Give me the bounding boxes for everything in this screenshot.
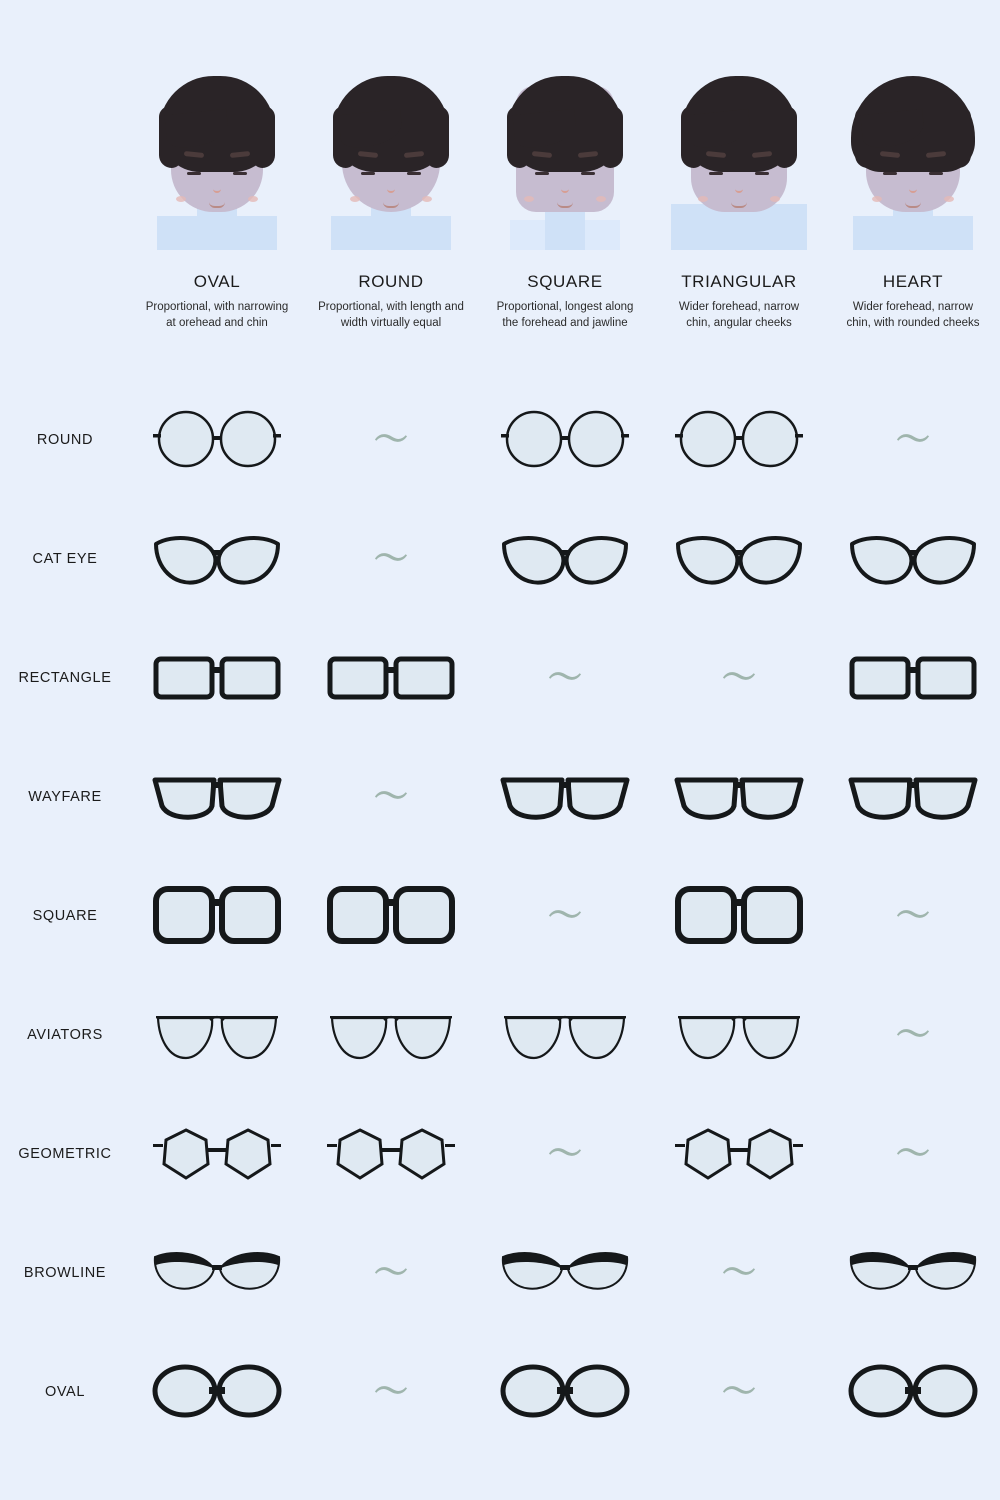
glasses-oval-oval-icon <box>130 1332 304 1451</box>
face-shape-description: Proportional, with length and width virtually equal <box>318 301 464 329</box>
face-shape-title: ROUND <box>358 272 424 291</box>
glasses-rectangle-oval-icon <box>130 618 304 737</box>
frame-type-label: RECTANGLE <box>18 669 112 686</box>
glasses-wayfare-oval-icon <box>130 737 304 856</box>
no-match-squiggle-oval-round-icon <box>304 1332 478 1451</box>
face-shape-cell-oval <box>130 60 304 331</box>
hair-side-right <box>775 106 797 168</box>
cheek-right <box>944 196 954 202</box>
face-shape-title: OVAL <box>193 272 241 291</box>
face-illustration-triangular <box>652 60 826 250</box>
no-match-squiggle-browline-triangular-icon <box>652 1213 826 1332</box>
glasses-oval-square-icon <box>478 1332 652 1451</box>
no-match-squiggle-oval-triangular-icon <box>652 1332 826 1451</box>
no-match-squiggle-square-heart-icon <box>826 856 1000 975</box>
squiggle-glyph: 〜 <box>374 538 408 579</box>
cheek-right <box>596 196 606 202</box>
eye-left <box>709 172 723 175</box>
face-shape-cell-square <box>478 60 652 331</box>
no-match-squiggle-round-round-icon <box>304 380 478 499</box>
glasses-square-triangular-icon <box>652 856 826 975</box>
frame-type-label: AVIATORS <box>27 1026 103 1043</box>
squiggle-glyph: 〜 <box>374 1371 408 1412</box>
eye-left <box>361 172 375 175</box>
glasses-cat-eye-square-icon <box>478 499 652 618</box>
squiggle-glyph: 〜 <box>896 419 930 460</box>
cheek-left <box>872 196 882 202</box>
glasses-cat-eye-oval-icon <box>130 499 304 618</box>
eye-right <box>929 172 943 175</box>
cheek-left <box>176 196 186 202</box>
face-illustration-square <box>478 60 652 250</box>
glasses-geometric-round-icon <box>304 1094 478 1213</box>
eye-right <box>233 172 247 175</box>
no-match-squiggle-cat-eye-round-icon <box>304 499 478 618</box>
face-shape-description: Proportional, longest along the forehead and jawline <box>496 301 634 329</box>
squiggle-glyph: 〜 <box>896 1014 930 1055</box>
no-match-squiggle-browline-round-icon <box>304 1213 478 1332</box>
face-shape-description: Wider forehead, narrow chin, angular cheeks <box>678 301 800 329</box>
squiggle-glyph: 〜 <box>722 657 756 698</box>
no-match-squiggle-square-square-icon <box>478 856 652 975</box>
hair-side-right <box>427 106 449 168</box>
hair-side-right <box>949 106 971 168</box>
frame-type-label: GEOMETRIC <box>18 1145 112 1162</box>
face-shape-cell-round <box>304 60 478 331</box>
glasses-aviators-square-icon <box>478 975 652 1094</box>
glasses-square-oval-icon <box>130 856 304 975</box>
glasses-oval-heart-icon <box>826 1332 1000 1451</box>
matrix-row-oval <box>0 1332 1000 1451</box>
no-match-squiggle-rectangle-triangular-icon <box>652 618 826 737</box>
frame-type-label: BROWLINE <box>23 1264 107 1281</box>
eye-left <box>535 172 549 175</box>
face-illustration-oval <box>130 60 304 250</box>
matrix-row-wayfare <box>0 737 1000 856</box>
cheek-left <box>524 196 534 202</box>
eye-left <box>883 172 897 175</box>
glasses-aviators-triangular-icon <box>652 975 826 1094</box>
squiggle-glyph: 〜 <box>896 895 930 936</box>
glasses-cat-eye-heart-icon <box>826 499 1000 618</box>
cheek-left <box>698 196 708 202</box>
cheek-left <box>350 196 360 202</box>
no-match-squiggle-geometric-heart-icon <box>826 1094 1000 1213</box>
frame-type-label: SQUARE <box>32 907 98 924</box>
glasses-aviators-oval-icon <box>130 975 304 1094</box>
glasses-browline-square-icon <box>478 1213 652 1332</box>
eye-left <box>187 172 201 175</box>
glasses-cat-eye-triangular-icon <box>652 499 826 618</box>
cheek-right <box>422 196 432 202</box>
face-shape-title: TRIANGULAR <box>681 272 797 291</box>
squiggle-glyph: 〜 <box>374 419 408 460</box>
glasses-wayfare-triangular-icon <box>652 737 826 856</box>
face-illustration-heart <box>826 60 1000 250</box>
face-shape-cell-triangular <box>652 60 826 331</box>
glasses-round-triangular-icon <box>652 380 826 499</box>
cheek-right <box>770 196 780 202</box>
glasses-rectangle-round-icon <box>304 618 478 737</box>
hair-side-right <box>601 106 623 168</box>
glasses-browline-heart-icon <box>826 1213 1000 1332</box>
frame-type-label: WAYFARE <box>28 788 102 805</box>
squiggle-glyph: 〜 <box>548 895 582 936</box>
matrix-row-aviators <box>0 975 1000 1094</box>
squiggle-glyph: 〜 <box>722 1252 756 1293</box>
glasses-wayfare-heart-icon <box>826 737 1000 856</box>
matrix-row-cat-eye <box>0 499 1000 618</box>
squiggle-glyph: 〜 <box>374 776 408 817</box>
face-shape-title: HEART <box>882 272 944 291</box>
glasses-geometric-triangular-icon <box>652 1094 826 1213</box>
eye-right <box>581 172 595 175</box>
squiggle-glyph: 〜 <box>374 1252 408 1293</box>
face-illustration-round <box>304 60 478 250</box>
matrix-row-square <box>0 856 1000 975</box>
frame-compatibility-matrix <box>0 380 1000 1451</box>
frame-type-label: ROUND <box>36 431 94 448</box>
matrix-row-round <box>0 380 1000 499</box>
squiggle-glyph: 〜 <box>548 1133 582 1174</box>
glasses-square-round-icon <box>304 856 478 975</box>
glasses-round-square-icon <box>478 380 652 499</box>
face-shape-title: SQUARE <box>527 272 603 291</box>
glasses-browline-oval-icon <box>130 1213 304 1332</box>
frame-type-label: OVAL <box>44 1383 85 1400</box>
eye-right <box>407 172 421 175</box>
no-match-squiggle-wayfare-round-icon <box>304 737 478 856</box>
cheek-right <box>248 196 258 202</box>
eye-right <box>755 172 769 175</box>
no-match-squiggle-aviators-heart-icon <box>826 975 1000 1094</box>
glasses-aviators-round-icon <box>304 975 478 1094</box>
squiggle-glyph: 〜 <box>548 657 582 698</box>
face-shape-cell-heart <box>826 60 1000 331</box>
matrix-row-rectangle <box>0 618 1000 737</box>
no-match-squiggle-rectangle-square-icon <box>478 618 652 737</box>
glasses-wayfare-square-icon <box>478 737 652 856</box>
matrix-row-browline <box>0 1213 1000 1332</box>
matrix-row-geometric <box>0 1094 1000 1213</box>
squiggle-glyph: 〜 <box>722 1371 756 1412</box>
glasses-round-oval-icon <box>130 380 304 499</box>
face-shape-description: Wider forehead, narrow chin, with rounded cheeks <box>846 301 980 329</box>
no-match-squiggle-geometric-square-icon <box>478 1094 652 1213</box>
face-shape-header-row <box>130 60 1000 331</box>
glasses-rectangle-heart-icon <box>826 618 1000 737</box>
glasses-geometric-oval-icon <box>130 1094 304 1213</box>
no-match-squiggle-round-heart-icon <box>826 380 1000 499</box>
frame-type-label: CAT EYE <box>32 550 98 567</box>
hair-side-right <box>253 106 275 168</box>
face-shape-description: Proportional, with narrowing at orehead and chin <box>145 301 289 329</box>
squiggle-glyph: 〜 <box>896 1133 930 1174</box>
